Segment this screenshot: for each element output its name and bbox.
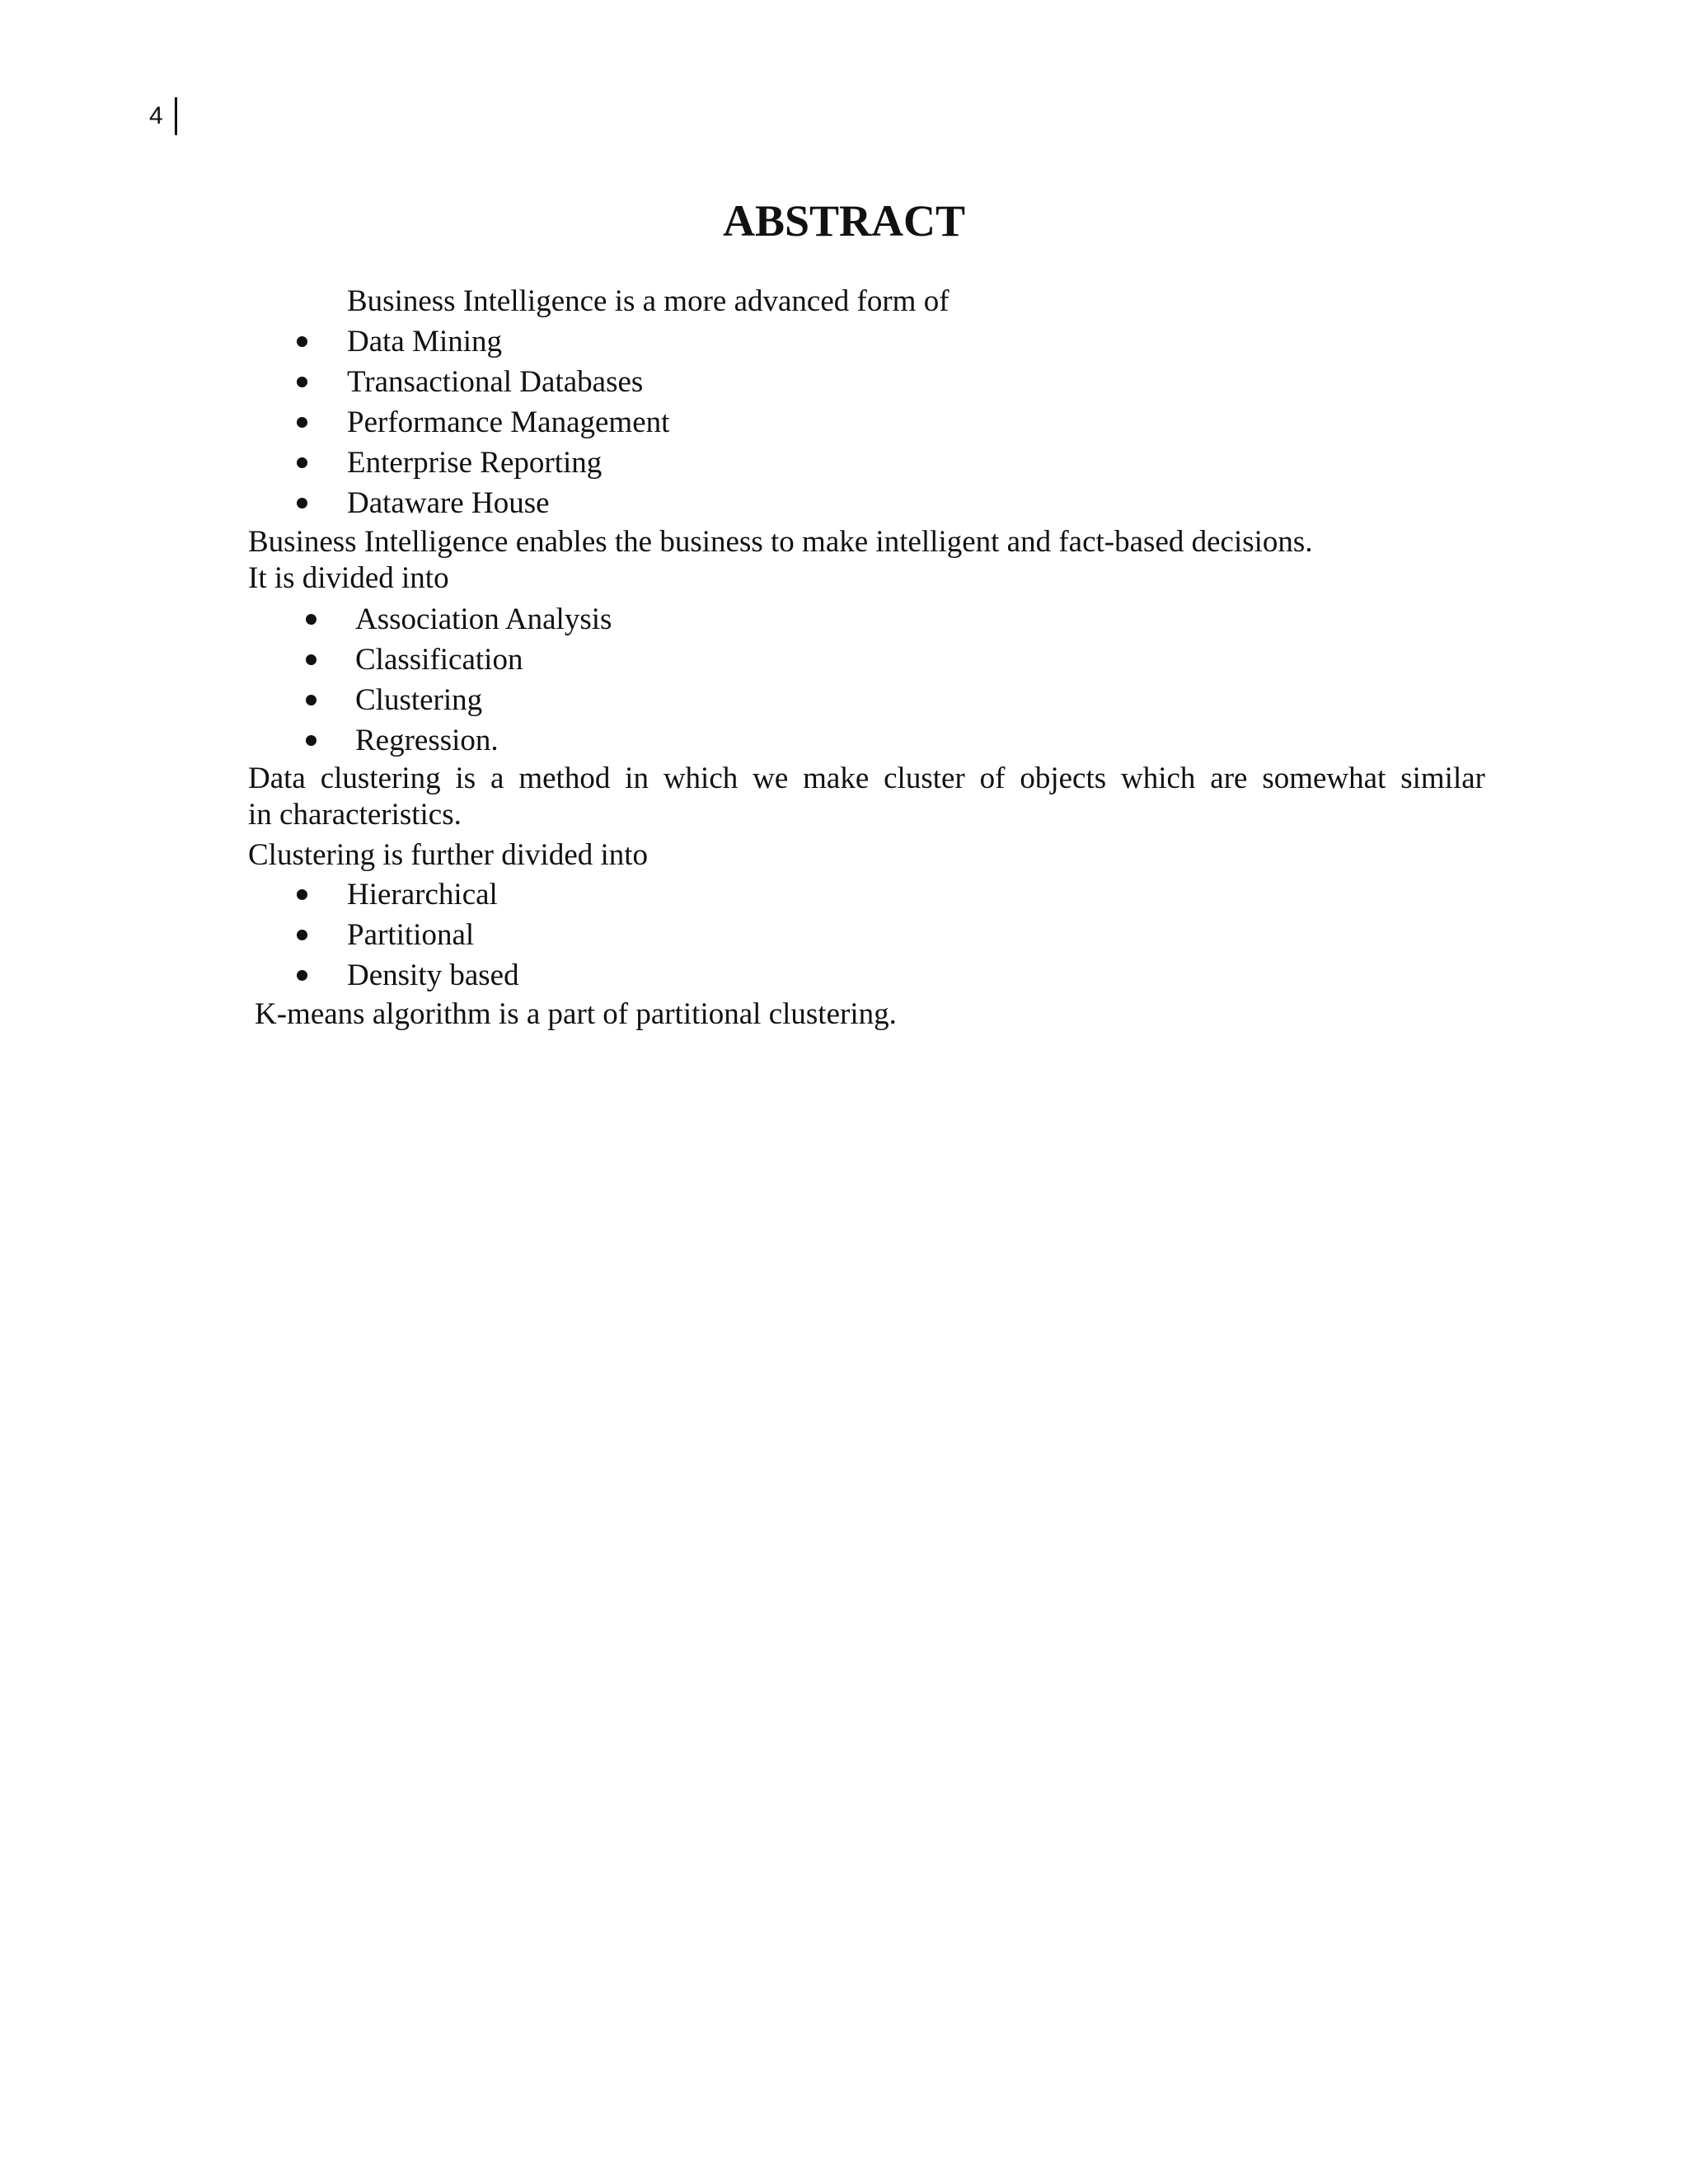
bullet-icon <box>297 417 307 428</box>
bullet-icon <box>297 377 307 387</box>
paragraph: It is divided into <box>248 561 449 595</box>
list-item-label: Data Mining <box>347 325 503 359</box>
paragraph: Clustering is further divided into <box>248 838 649 872</box>
bullet-icon <box>297 498 307 509</box>
list-item-label: Regression. <box>355 724 499 757</box>
bullet-icon <box>306 614 316 625</box>
intro-text: Business Intelligence is a more advanced form of <box>347 284 950 318</box>
page-title: ABSTRACT <box>722 196 966 246</box>
list-item-label: Enterprise Reporting <box>347 446 603 480</box>
list-item-label: Classification <box>355 643 523 677</box>
bullet-icon <box>297 930 307 940</box>
list-item-label: Partitional <box>347 918 475 952</box>
bullet-icon <box>297 457 307 468</box>
bullet-icon <box>297 970 307 981</box>
list-item-label: Performance Management <box>347 405 670 439</box>
list-item-label: Clustering <box>355 683 483 717</box>
bullet-icon <box>306 654 316 665</box>
list-item-label: Density based <box>347 958 519 992</box>
paragraph: K-means algorithm is a part of partitional clustering. <box>255 997 897 1031</box>
list-item-label: Transactional Databases <box>347 365 644 399</box>
paragraph: Data clustering is a method in which we make cluster of objects which are somewhat similar <box>248 762 1485 795</box>
paragraph: Business Intelligence enables the business to make intelligent and fact-based decisions. <box>248 525 1313 559</box>
list-item-label: Dataware House <box>347 486 550 520</box>
bullet-icon <box>306 735 316 746</box>
paragraph: in characteristics. <box>248 798 462 832</box>
list-item-label: Association Analysis <box>355 602 612 636</box>
bullet-icon <box>297 336 307 347</box>
page-number: 4 <box>149 97 177 135</box>
bullet-icon <box>297 889 307 900</box>
list-item-label: Hierarchical <box>347 878 498 912</box>
bullet-icon <box>306 695 316 705</box>
